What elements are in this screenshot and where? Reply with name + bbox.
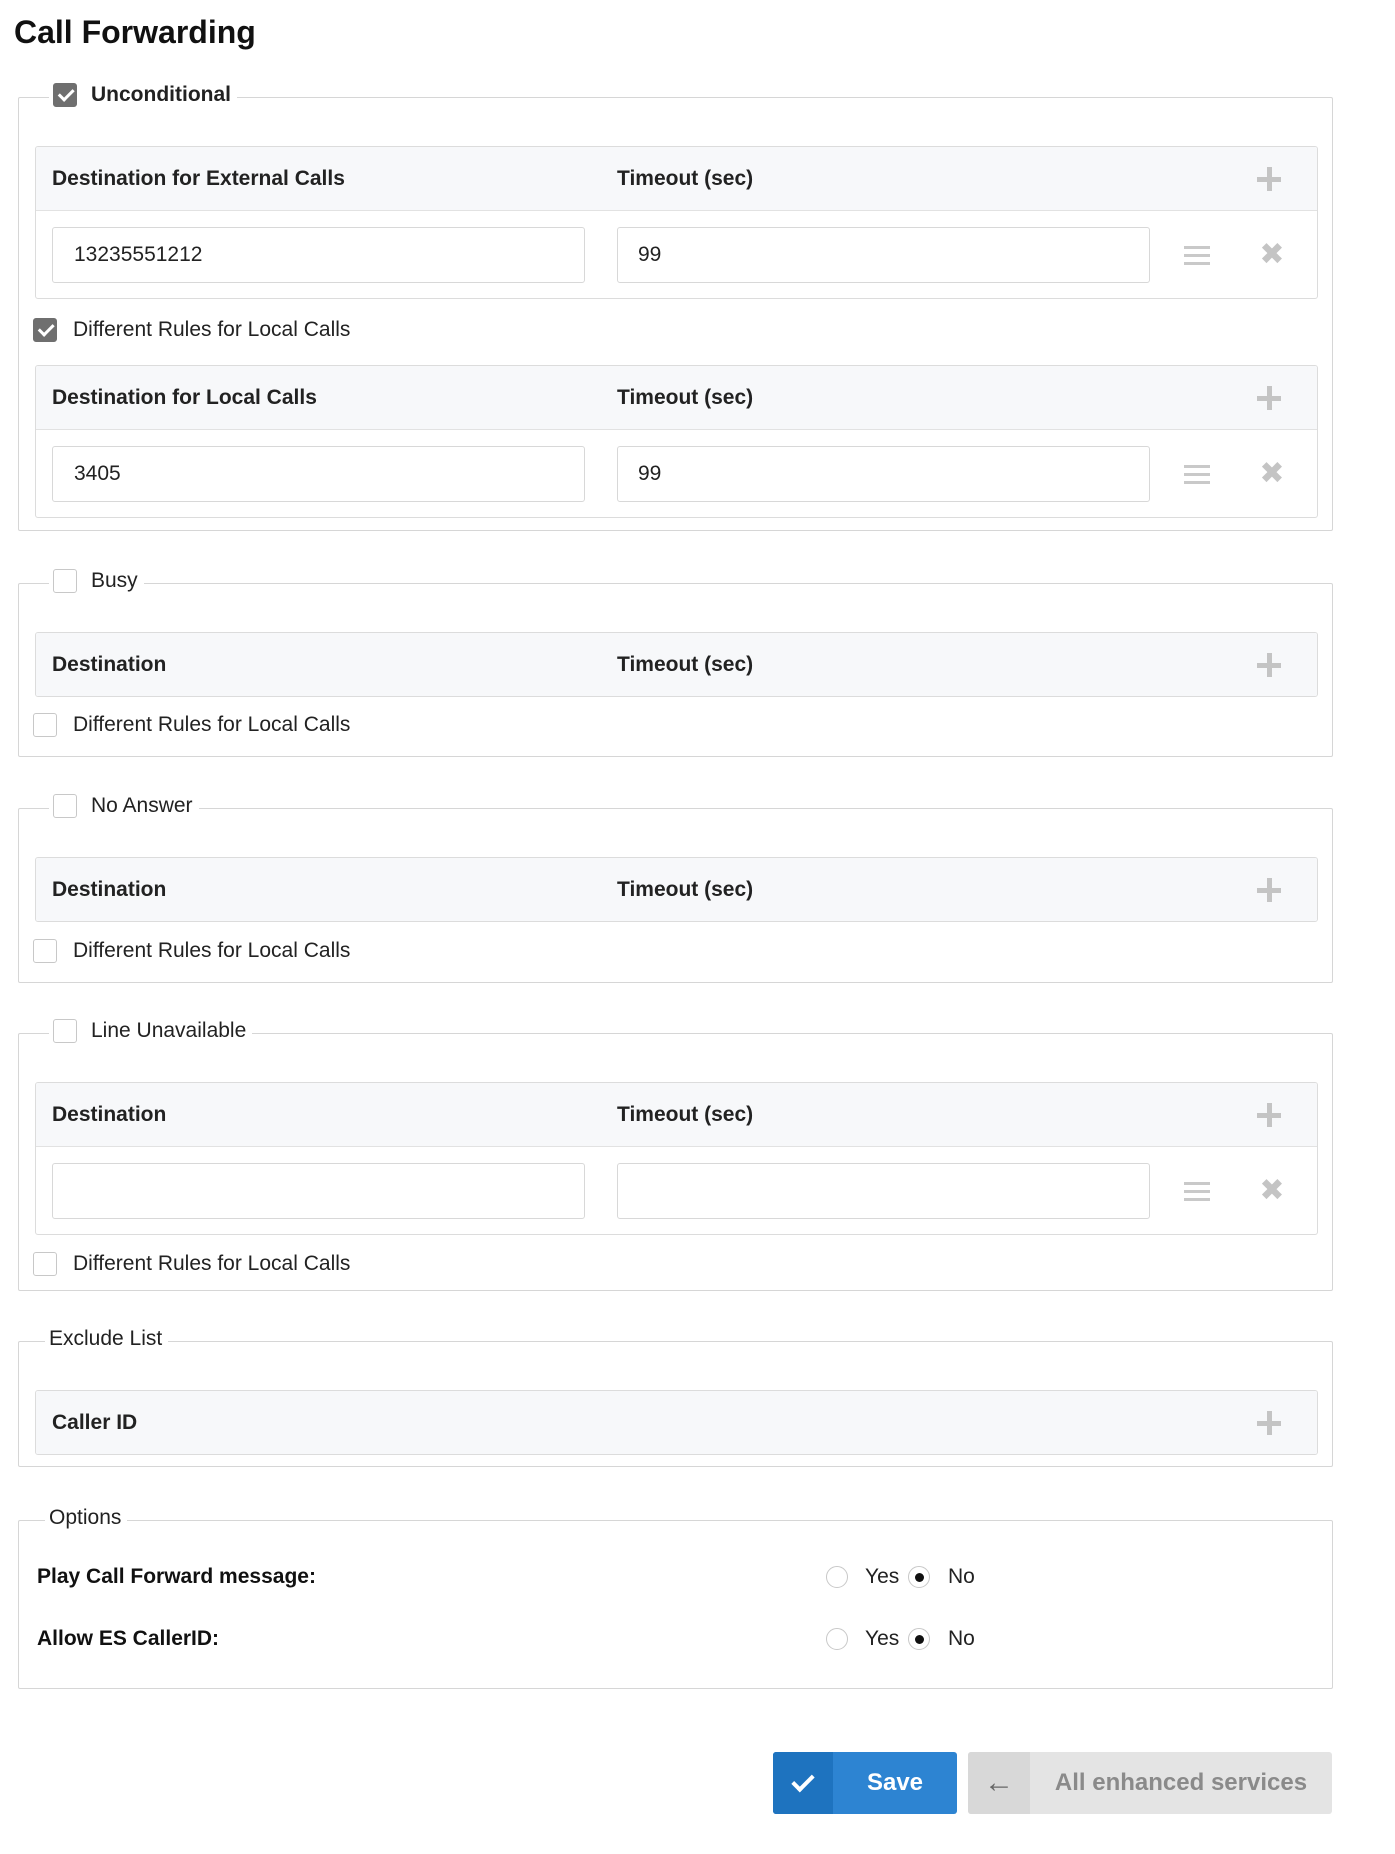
caller-id-column: Caller ID [52, 1411, 138, 1434]
plus-icon[interactable] [1257, 878, 1281, 902]
local-timeout-input[interactable]: 99 [617, 446, 1150, 502]
unconditional-local-toggle[interactable] [33, 318, 350, 342]
line-unavailable-timeout-input[interactable] [617, 1163, 1150, 1219]
drag-handle-icon[interactable] [1184, 465, 1210, 485]
external-destination-column: Destination for External Calls [52, 167, 345, 190]
busy-local-toggle[interactable] [33, 713, 350, 737]
no-answer-legend [49, 789, 199, 823]
external-timeout-input[interactable]: 99 [617, 227, 1150, 283]
close-icon[interactable]: ✖ [1259, 1174, 1285, 1207]
line-unavailable-destination-column: Destination [52, 1103, 167, 1126]
busy-destination-column: Destination [52, 653, 167, 676]
no-answer-checkbox[interactable] [53, 794, 77, 818]
unconditional-checkbox[interactable] [53, 83, 77, 107]
unconditional-legend [49, 78, 237, 112]
busy-timeout-column: Timeout (sec) [617, 653, 754, 676]
options-section [18, 1506, 1333, 1689]
external-timeout-column: Timeout (sec) [617, 167, 754, 190]
no-answer-timeout-column: Timeout (sec) [617, 878, 754, 901]
line-unavailable-checkbox[interactable] [53, 1019, 77, 1043]
check-icon [773, 1752, 833, 1814]
plus-icon[interactable] [1257, 1103, 1281, 1127]
busy-section [18, 569, 1333, 757]
play-message-yes-radio[interactable] [826, 1566, 848, 1588]
exclude-list-header [36, 1391, 1317, 1455]
external-calls-table [35, 146, 1318, 299]
unconditional-local-checkbox[interactable] [33, 318, 57, 342]
line-unavailable-local-label: Different Rules for Local Calls [73, 1252, 351, 1275]
busy-local-label: Different Rules for Local Calls [73, 713, 351, 736]
line-unavailable-timeout-column: Timeout (sec) [617, 1103, 754, 1126]
page-title: Call Forwarding [14, 14, 256, 50]
busy-label: Busy [91, 569, 138, 592]
local-timeout-column: Timeout (sec) [617, 386, 754, 409]
line-unavailable-legend [49, 1014, 252, 1048]
allow-es-callerid-yes-radio[interactable] [826, 1628, 848, 1650]
line-unavailable-label: Line Unavailable [91, 1019, 247, 1042]
arrow-left-icon: ← [968, 1752, 1030, 1814]
options-legend: Options [45, 1501, 127, 1535]
save-button[interactable] [773, 1752, 957, 1814]
no-answer-local-toggle[interactable] [33, 939, 350, 963]
line-unavailable-table [35, 1082, 1318, 1235]
local-calls-row [36, 430, 1317, 518]
line-unavailable-section [18, 1019, 1333, 1291]
no-answer-destination-column: Destination [52, 878, 167, 901]
close-icon[interactable]: ✖ [1259, 238, 1285, 271]
allow-es-callerid-label: Allow ES CallerID: [37, 1627, 220, 1650]
line-unavailable-destination-input[interactable] [52, 1163, 585, 1219]
drag-handle-icon[interactable] [1184, 246, 1210, 266]
allow-es-callerid-no-radio[interactable] [908, 1628, 930, 1650]
drag-handle-icon[interactable] [1184, 1182, 1210, 1202]
busy-checkbox[interactable] [53, 569, 77, 593]
plus-icon[interactable] [1257, 1411, 1281, 1435]
busy-table [35, 632, 1318, 697]
unconditional-section [18, 83, 1333, 531]
play-message-label: Play Call Forward message: [37, 1565, 316, 1588]
line-unavailable-row [36, 1147, 1317, 1235]
no-answer-label: No Answer [91, 794, 193, 817]
external-calls-row [36, 211, 1317, 299]
no-answer-header [36, 858, 1317, 922]
local-destination-column: Destination for Local Calls [52, 386, 317, 409]
play-message-no-label[interactable]: No [948, 1565, 975, 1588]
external-destination-input[interactable]: 13235551212 [52, 227, 585, 283]
play-message-no-radio[interactable] [908, 1566, 930, 1588]
busy-legend [49, 564, 144, 598]
unconditional-local-label: Different Rules for Local Calls [73, 318, 351, 341]
exclude-list-section [18, 1327, 1333, 1467]
external-calls-header [36, 147, 1317, 211]
busy-local-checkbox[interactable] [33, 713, 57, 737]
plus-icon[interactable] [1257, 653, 1281, 677]
line-unavailable-local-checkbox[interactable] [33, 1252, 57, 1276]
allow-es-callerid-no-label[interactable]: No [948, 1627, 975, 1650]
unconditional-label: Unconditional [91, 83, 231, 106]
no-answer-local-checkbox[interactable] [33, 939, 57, 963]
no-answer-table [35, 857, 1318, 922]
play-message-yes-label[interactable]: Yes [865, 1565, 900, 1588]
all-enhanced-services-button[interactable] [968, 1752, 1332, 1814]
all-enhanced-services-label: All enhanced services [1054, 1769, 1308, 1796]
no-answer-section [18, 794, 1333, 983]
busy-header [36, 633, 1317, 697]
line-unavailable-header [36, 1083, 1317, 1147]
save-button-label: Save [866, 1769, 924, 1796]
no-answer-local-label: Different Rules for Local Calls [73, 939, 351, 962]
allow-es-callerid-yes-label[interactable]: Yes [865, 1627, 900, 1650]
local-calls-table [35, 365, 1318, 518]
local-calls-header [36, 366, 1317, 430]
line-unavailable-local-toggle[interactable] [33, 1252, 350, 1276]
plus-icon[interactable] [1257, 386, 1281, 410]
exclude-list-legend: Exclude List [45, 1322, 168, 1356]
close-icon[interactable]: ✖ [1259, 457, 1285, 490]
local-destination-input[interactable]: 3405 [52, 446, 585, 502]
plus-icon[interactable] [1257, 167, 1281, 191]
exclude-list-table [35, 1390, 1318, 1455]
